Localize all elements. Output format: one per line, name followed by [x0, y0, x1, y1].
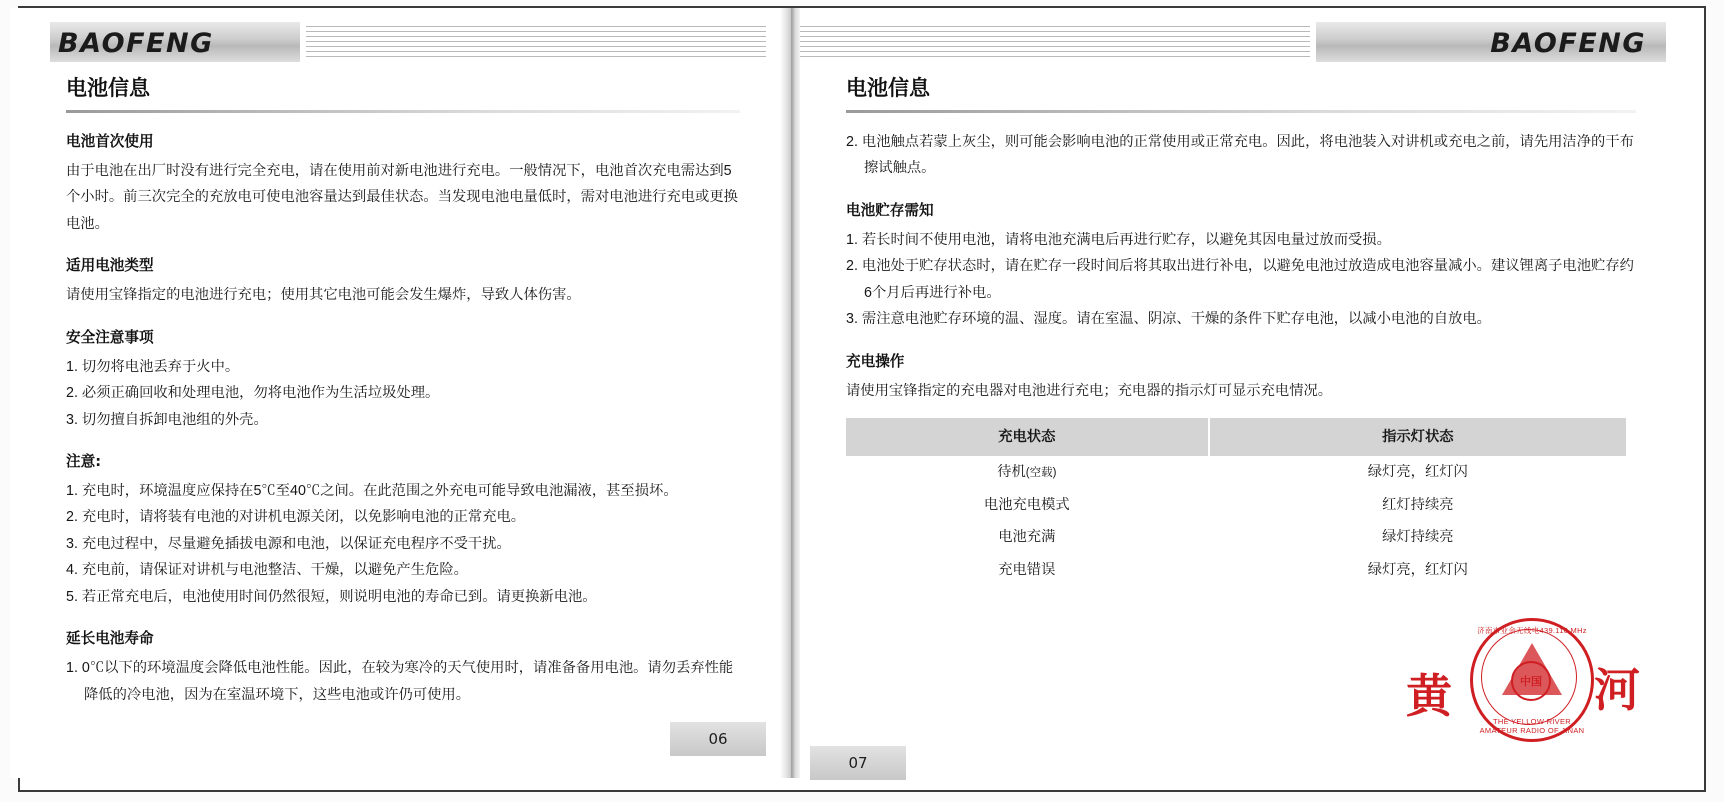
paragraph: 5. 若正常充电后，电池使用时间仍然很短，则说明电池的寿命已到。请更换新电池。 [66, 588, 597, 605]
paragraph: 3. 充电过程中，尽量避免插拔电源和电池，以保证充电程序不受干扰。 [66, 535, 511, 552]
paragraph: 请使用宝锋指定的充电器对电池进行充电；充电器的指示灯可显示充电情况。 [846, 382, 1333, 399]
header-stripes-right [800, 26, 1310, 58]
paragraph: 由于电池在出厂时没有进行完全充电，请在使用前对新电池进行充电。一般情况下，电池首次充电需达到5个小时。前三次完全的充放电可使电池容量达到最佳状态。当发现电池电量低时，需对电池进行充电或更换电池。 [66, 162, 738, 232]
stamp-ring-text-top: 济南市业余无线电439.110 MHz [1477, 626, 1587, 635]
cell-state-text: 电池充满 [998, 529, 1056, 546]
right-page-body [800, 66, 1676, 586]
cell-indicator-state: 绿灯持续亮 [1382, 529, 1454, 546]
paragraph: 2. 电池处于贮存状态时，请在贮存一段时间后将其取出进行补电，以避免电池过放造成电池容量减小。建议锂离子电池贮存约6个月后再进行补电。 [846, 258, 1634, 301]
stamp-core-text: 中国 [1511, 661, 1551, 701]
left-page-header [10, 8, 782, 66]
table-header [846, 418, 1626, 456]
table-row [846, 521, 1626, 553]
column-header-indicator-state: 指示灯状态 [1209, 418, 1626, 456]
paragraph: 1. 若长时间不使用电池，请将电池充满电后再进行贮存，以避免其因电量过放而受损。 [846, 231, 1391, 248]
section-heading-notice: 注意: [66, 453, 102, 471]
table-row [846, 554, 1626, 586]
section-heading-extend-life: 延长电池寿命 [66, 630, 154, 648]
left-page-title: 电池信息 [66, 76, 150, 100]
right-page [800, 8, 1676, 778]
cell-indicator-state: 绿灯亮，红灯闪 [1367, 561, 1468, 578]
cell-indicator-state: 红灯持续亮 [1382, 496, 1454, 513]
cell-charge-state [846, 489, 1209, 521]
stamp-character-huang: 黄 [1406, 669, 1452, 723]
section-heading-storage: 电池贮存需知 [846, 201, 934, 219]
paragraph: 4. 充电前，请保证对讲机与电池整洁、干燥，以避免产生危险。 [66, 562, 468, 579]
section-heading-charging: 充电操作 [846, 352, 905, 370]
baofeng-logo-left: BAOFENG [58, 28, 214, 59]
cell-charge-state [846, 456, 1209, 488]
cell-charge-state [846, 554, 1209, 586]
section-heading-first-use: 电池首次使用 [66, 133, 154, 150]
cell-indicator-state: 绿灯亮，红灯闪 [1367, 464, 1468, 481]
paragraph: 3. 切勿擅自拆卸电池组的外壳。 [66, 411, 268, 428]
page-gutter-fold [780, 8, 802, 778]
paragraph: 1. 0℃以下的环境温度会降低电池性能。因此，在较为寒冷的天气使用时，请准备备用电池。请勿丢弃性能降低的冷电池，因为在室温环境下，这些电池或许仍可使用。 [66, 660, 734, 703]
table-body [846, 456, 1626, 586]
table-header-row [846, 418, 1626, 456]
charging-status-table [846, 418, 1626, 586]
paragraph: 2. 电池触点若蒙上灰尘，则可能会影响电池的正常使用或正常充电。因此，将电池装入对讲机或充电之前，请先用洁净的干布擦试触点。 [846, 134, 1634, 177]
left-page-body [10, 66, 782, 708]
left-page-content [66, 129, 740, 708]
table-row [846, 456, 1626, 488]
stamp-seal-icon [1470, 618, 1594, 742]
cell-state-text: 充电错误 [998, 561, 1056, 578]
stamp-character-he: 河 [1594, 663, 1640, 717]
section-heading-battery-type: 适用电池类型 [66, 257, 154, 275]
paragraph: 2. 必须正确回收和处理电池，勿将电池作为生活垃圾处理。 [66, 385, 440, 402]
right-title-rule [846, 110, 1636, 113]
paragraph: 3. 需注意电池贮存环境的温、湿度。请在室温、阴凉、干燥的条件下贮存电池，以减小电池的自放电。 [846, 311, 1491, 328]
column-header-charge-state: 充电状态 [846, 418, 1209, 456]
stamp-ring-text-bottom: THE YELLOW RIVER AMATEUR RADIO OF JINAN [1479, 717, 1585, 735]
paragraph: 2. 充电时，请将装有电池的对讲机电源关闭，以免影响电池的正常充电。 [66, 509, 526, 526]
paragraph: 1. 切勿将电池丢弃于火中。 [66, 358, 240, 375]
cell-charge-state [846, 521, 1209, 553]
left-page [10, 8, 782, 778]
section-heading-safety: 安全注意事项 [66, 328, 154, 346]
paragraph: 请使用宝锋指定的电池进行充电；使用其它电池可能会发生爆炸，导致人体伤害。 [66, 287, 581, 304]
table-row [846, 489, 1626, 521]
cell-state-text: 待机 [997, 464, 1026, 481]
red-club-stamp [1400, 618, 1640, 738]
right-page-title: 电池信息 [846, 76, 930, 100]
paragraph: 1. 充电时，环境温度应保持在5℃至40℃之间。在此范围之外充电可能导致电池漏液，甚至损坏。 [66, 483, 678, 499]
page-number-left: 06 [670, 722, 766, 756]
page-number-right: 07 [810, 746, 906, 780]
cell-state-text: 电池充电模式 [983, 496, 1070, 513]
right-page-header [800, 8, 1676, 66]
cell-state-note: (空载) [1025, 467, 1057, 480]
header-stripes-left [306, 26, 766, 58]
left-title-rule [66, 110, 740, 113]
baofeng-logo-right: BAOFENG [1490, 28, 1646, 59]
right-page-content [846, 129, 1636, 586]
